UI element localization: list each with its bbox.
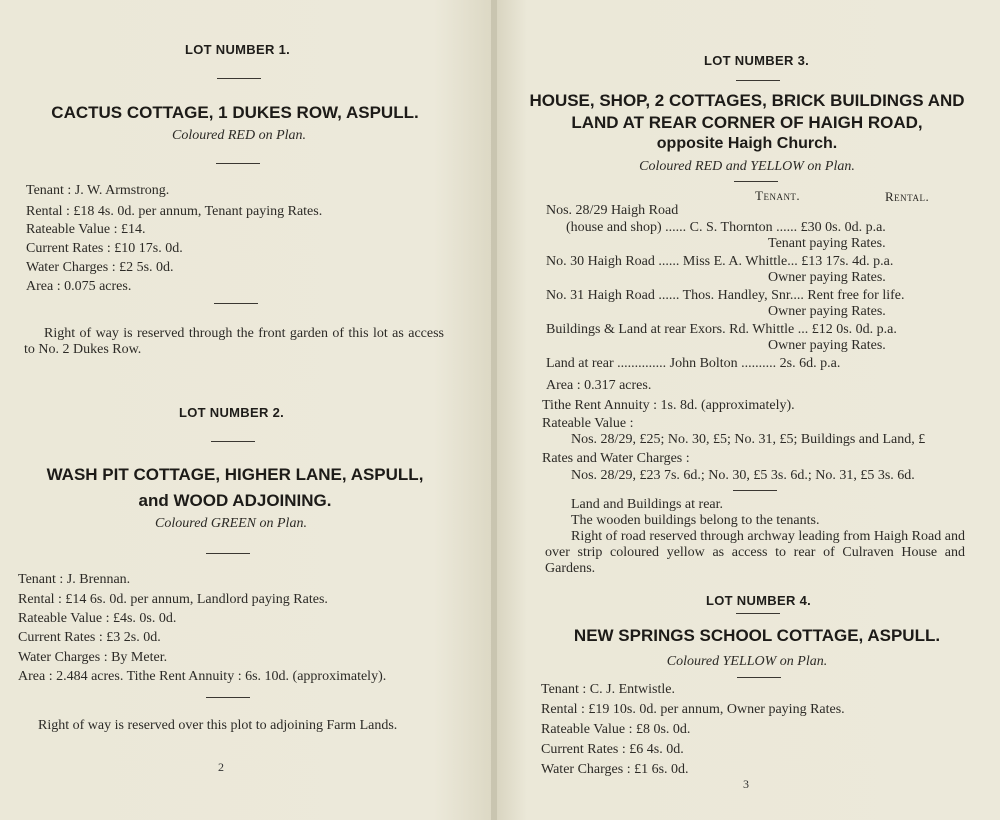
lot4-rental: Rental : £19 10s. 0d. per annum, Owner paying Rates.: [541, 702, 845, 717]
lot4-water-charges: Water Charges : £1 6s. 0d.: [541, 762, 689, 777]
lot3-row-thornton-rates: Tenant paying Rates.: [768, 236, 886, 251]
lot3-rates-label: Rates and Water Charges :: [542, 451, 690, 466]
lot3-row-address: Nos. 28/29 Haigh Road: [546, 203, 679, 218]
lot2-current-rates: Current Rates : £3 2s. 0d.: [18, 630, 161, 645]
page-number-left: 2: [218, 760, 224, 774]
divider: [736, 613, 780, 614]
left-page: [0, 0, 493, 820]
lot4-heading: LOT NUMBER 4.: [706, 593, 812, 608]
divider: [733, 490, 777, 491]
lot3-rateable-label: Rateable Value :: [542, 416, 634, 431]
lot1-rateable-value: Rateable Value : £14.: [26, 222, 146, 237]
lot1-title: CACTUS COTTAGE, 1 DUKES ROW, ASPULL.: [51, 103, 419, 122]
lot2-rental: Rental : £14 6s. 0d. per annum, Landlord paying Rates.: [18, 592, 328, 607]
lot3-plan-note: Coloured RED and YELLOW on Plan.: [639, 159, 855, 174]
lot1-plan-note: Coloured RED on Plan.: [171, 128, 307, 143]
divider: [734, 181, 778, 182]
lot2-right-of-way-note: Right of way is reserved over this plot to adjoining Farm Lands.: [38, 718, 398, 733]
lot3-rateable-values: Nos. 28/29, £25; No. 30, £5; No. 31, £5; Buildings and Land, £: [571, 432, 926, 447]
right-page: [497, 0, 1000, 820]
lot3-rates-values: Nos. 28/29, £23 7s. 6d.; No. 30, £5 3s. 6d.; No. 31, £5 3s. 6d.: [571, 468, 915, 483]
lot3-row-buildings-rates: Owner paying Rates.: [768, 338, 886, 353]
divider: [216, 163, 260, 164]
divider: [211, 441, 255, 442]
lot2-tenant: Tenant : J. Brennan.: [18, 572, 131, 587]
divider: [206, 697, 250, 698]
lot3-row-whittle-rates: Owner paying Rates.: [768, 270, 886, 285]
lot3-title-line3: opposite Haigh Church.: [656, 135, 838, 152]
lot4-rateable-value: Rateable Value : £8 0s. 0d.: [541, 722, 691, 737]
lot2-water-charges: Water Charges : By Meter.: [18, 650, 168, 665]
lot1-heading: LOT NUMBER 1.: [185, 42, 291, 57]
divider: [206, 553, 250, 554]
lot1-current-rates: Current Rates : £10 17s. 0d.: [26, 241, 183, 256]
lot1-rental: Rental : £18 4s. 0d. per annum, Tenant paying Rates.: [26, 204, 323, 219]
lot1-tenant: Tenant : J. W. Armstrong.: [26, 183, 170, 198]
lot2-area-tithe: Area : 2.484 acres. Tithe Rent Annuity : 6s. 10d. (approximately).: [18, 669, 387, 684]
divider: [737, 677, 781, 678]
lot3-row-handley-rates: Owner paying Rates.: [768, 304, 886, 319]
lot2-title-line1: WASH PIT COTTAGE, HIGHER LANE, ASPULL,: [46, 465, 424, 484]
divider: [214, 303, 258, 304]
show-through-text: [40, 380, 52, 430]
lot3-row-whittle: No. 30 Haigh Road ...... Miss E. A. Whittle... £13 17s. 4d. p.a.: [546, 254, 894, 269]
lot1-area: Area : 0.075 acres.: [26, 279, 132, 294]
lot3-title-line2: LAND AT REAR CORNER OF HAIGH ROAD,: [571, 113, 923, 132]
lot2-heading: LOT NUMBER 2.: [179, 405, 285, 420]
lot3-row-thornton: (house and shop) ...... C. S. Thornton ...... £30 0s. 0d. p.a.: [566, 220, 886, 235]
lot3-tithe: Tithe Rent Annuity : 1s. 8d. (approximately).: [542, 398, 795, 413]
lot3-row-handley: No. 31 Haigh Road ...... Thos. Handley, Snr.... Rent free for life.: [546, 288, 905, 303]
lot3-note-land-buildings: Land and Buildings at rear.: [571, 497, 724, 512]
lot4-title: NEW SPRINGS SCHOOL COTTAGE, ASPULL.: [573, 626, 941, 645]
lot2-title-line2: and WOOD ADJOINING.: [138, 491, 332, 510]
column-header-rental: Rental.: [885, 189, 930, 204]
lot3-note-right-of-road: Right of road reserved through archway leading from Haigh Road and over strip coloured yellow as access to rear of Culraven House and Gardens.: [545, 529, 965, 576]
lot2-rateable-value: Rateable Value : £4s. 0s. 0d.: [18, 611, 177, 626]
column-header-tenant: Tenant.: [755, 188, 801, 203]
lot4-plan-note: Coloured YELLOW on Plan.: [666, 654, 828, 669]
lot3-heading: LOT NUMBER 3.: [704, 53, 810, 68]
lot3-row-buildings: Buildings & Land at rear Exors. Rd. Whittle ... £12 0s. 0d. p.a.: [546, 322, 897, 337]
lot3-area: Area : 0.317 acres.: [546, 378, 652, 393]
divider: [736, 80, 780, 81]
lot3-row-land-at-rear: Land at rear .............. John Bolton .......... 2s. 6d. p.a.: [546, 356, 841, 371]
lot4-current-rates: Current Rates : £6 4s. 0d.: [541, 742, 684, 757]
lot4-tenant: Tenant : C. J. Entwistle.: [541, 682, 675, 697]
lot1-right-of-way-note: Right of way is reserved through the front garden of this lot as access to No. 2 Dukes Row.: [24, 326, 444, 357]
lot3-title-line1: HOUSE, SHOP, 2 COTTAGES, BRICK BUILDINGS AND: [529, 91, 965, 110]
page-number-right: 3: [743, 777, 749, 791]
lot3-note-wooden-buildings: The wooden buildings belong to the tenants.: [571, 513, 820, 528]
lot1-water-charges: Water Charges : £2 5s. 0d.: [26, 260, 174, 275]
divider: [217, 78, 261, 79]
lot2-plan-note: Coloured GREEN on Plan.: [155, 516, 307, 531]
